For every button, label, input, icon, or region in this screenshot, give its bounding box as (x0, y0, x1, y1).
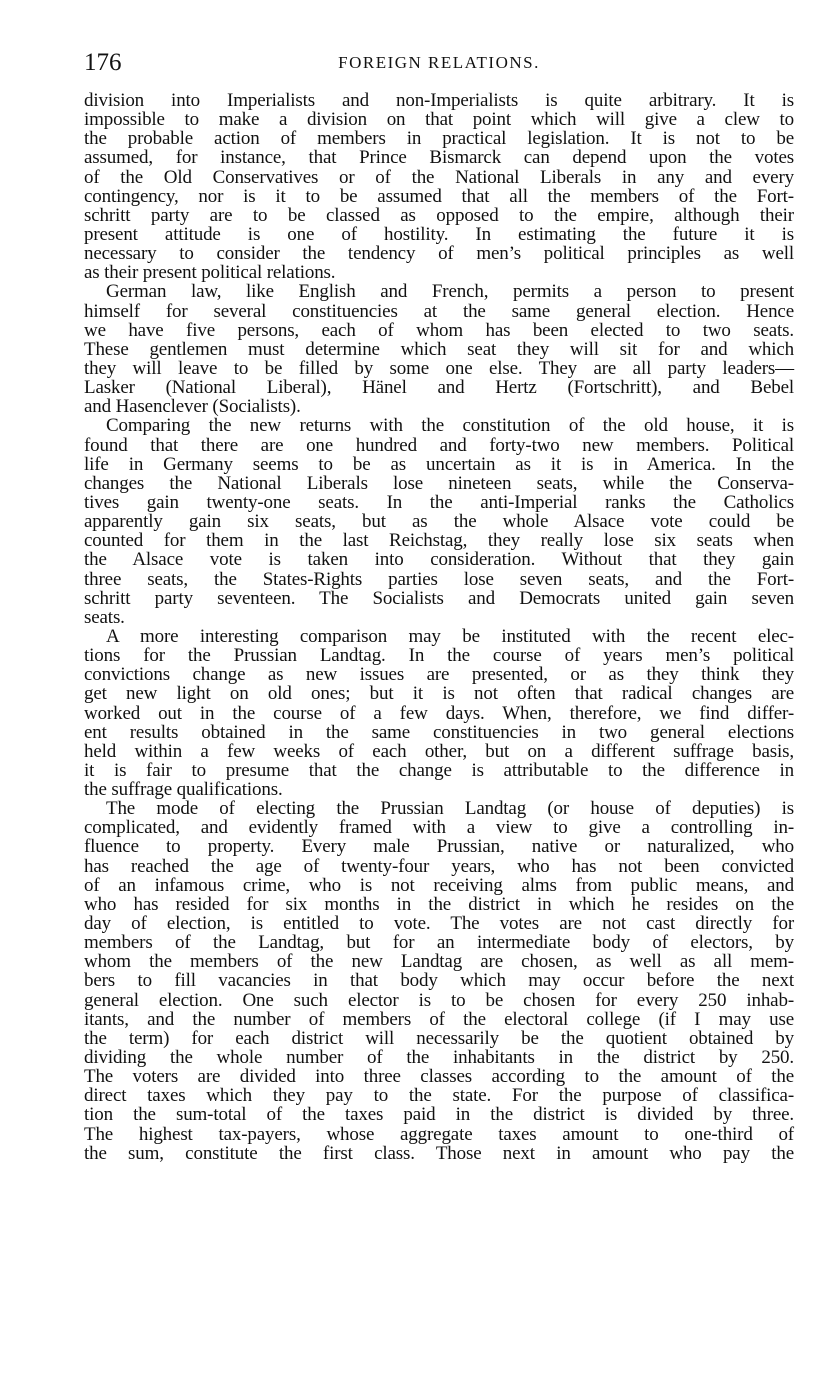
text-line: the sum, constitute the first class. Those next in amount who pay the (84, 1142, 794, 1164)
text-line: members of the Landtag, but for an intermediate body of electors, by (84, 932, 794, 954)
text-line: apparently gain six seats, but as the whole Alsace vote could be (84, 511, 794, 533)
text-line: general election. One such elector is to be chosen for every 250 inhab- (84, 989, 794, 1011)
text-line: fluence to property. Every male Prussian, native or naturalized, who (84, 836, 794, 858)
text-line: schritt party seventeen. The Socialists and Democrats united gain seven (84, 587, 794, 609)
text-line: counted for them in the last Reichstag, they really lose six seats when (84, 530, 794, 552)
text-line: itants, and the number of members of the electoral college (if I may use (84, 1008, 794, 1030)
text-line: dividing the whole number of the inhabitants in the district by 250. (84, 1047, 794, 1069)
text-line: whom the members of the new Landtag are chosen, as well as all mem- (84, 951, 794, 973)
text-line: the probable action of members in practical legislation. It is not to be (84, 128, 794, 150)
text-line: the Alsace vote is taken into consideration. Without that they gain (84, 549, 794, 571)
text-line: direct taxes which they pay to the state. For the purpose of classifica- (84, 1085, 794, 1107)
text-line: and Hasenclever (Socialists). (84, 396, 301, 418)
text-line: assumed, for instance, that Prince Bismarck can depend upon the votes (84, 147, 794, 169)
text-line: seats. (84, 606, 125, 628)
text-line: The highest tax-payers, whose aggregate taxes amount to one-third of (84, 1123, 794, 1145)
text-line: of the Old Conservatives or of the National Liberals in any and every (84, 166, 794, 188)
text-line: necessary to consider the tendency of men’s political principles as well (84, 243, 794, 265)
text-line: day of election, is entitled to vote. The votes are not cast directly for (84, 913, 794, 935)
text-line: we have five persons, each of whom has been elected to two seats. (84, 319, 794, 341)
text-line: the suffrage qualifications. (84, 779, 283, 801)
text-line: Comparing the new returns with the constitution of the old house, it is (106, 415, 794, 437)
text-line: division into Imperialists and non-Imperialists is quite arbitrary. It is (84, 90, 794, 111)
text-line: as their present political relations. (84, 262, 336, 284)
text-line: contingency, nor is it to be assumed that all the members of the Fort- (84, 185, 794, 207)
text-line: complicated, and evidently framed with a view to give a controlling in- (84, 817, 794, 839)
text-line: three seats, the States-Rights parties lose seven seats, and the Fort- (84, 568, 794, 590)
text-line: present attitude is one of hostility. In estimating the future it is (84, 223, 794, 245)
text-line: of an infamous crime, who is not receiving alms from public means, and (84, 874, 794, 896)
text-line: convictions change as new issues are presented, or as they think they (84, 664, 794, 686)
text-line: German law, like English and French, permits a person to present (106, 281, 794, 303)
text-line: changes the National Liberals lose nineteen seats, while the Conserva- (84, 472, 794, 494)
text-line: get new light on old ones; but it is not often that radical changes are (84, 683, 794, 705)
text-line: Lasker (National Liberal), Hänel and Hertz (Fortschritt), and Bebel (84, 377, 794, 399)
text-line: tion the sum-total of the taxes paid in the district is divided by three. (84, 1104, 794, 1126)
text-line: has reached the age of twenty-four years, who has not been convicted (84, 855, 794, 877)
text-line: found that there are one hundred and forty-two new members. Political (84, 434, 794, 456)
text-line: tives gain twenty-one seats. In the anti-Imperial ranks the Catholics (84, 491, 794, 513)
text-line: A more interesting comparison may be instituted with the recent elec- (106, 625, 794, 647)
text-line: worked out in the course of a few days. When, therefore, we find differ- (84, 702, 794, 724)
text-line: life in Germany seems to be as uncertain as it is in America. In the (84, 453, 794, 475)
text-line: the term) for each district will necessarily be the quotient obtained by (84, 1027, 794, 1049)
text-line: it is fair to presume that the change is attributable to the difference in (84, 759, 794, 781)
text-line: they will leave to be filled by some one else. They are all party leaders— (84, 357, 794, 379)
text-line: ent results obtained in the same constituencies in two general elections (84, 721, 794, 743)
text-line: himself for several constituencies at the same general election. Hence (84, 300, 794, 322)
running-title: FOREIGN RELATIONS. (338, 53, 540, 72)
text-line: The mode of electing the Prussian Landtag (or house of deputies) is (106, 798, 794, 820)
body-text (84, 91, 794, 1163)
text-line: The voters are divided into three classes according to the amount of the (84, 1066, 794, 1088)
text-line: impossible to make a division on that point which will give a clew to (84, 109, 794, 131)
text-line: who has resided for six months in the district in which he resides on the (84, 893, 794, 915)
text-line: held within a few weeks of each other, but on a different suffrage basis, (84, 740, 794, 762)
text-line: tions for the Prussian Landtag. In the course of years men’s political (84, 645, 794, 667)
text-line: bers to fill vacancies in that body which may occur before the next (84, 970, 794, 992)
text-line: schritt party are to be classed as opposed to the empire, although their (84, 204, 794, 226)
page-header (84, 48, 794, 78)
text-line: These gentlemen must determine which seat they will sit for and which (84, 338, 794, 360)
page-number: 176 (84, 49, 122, 76)
